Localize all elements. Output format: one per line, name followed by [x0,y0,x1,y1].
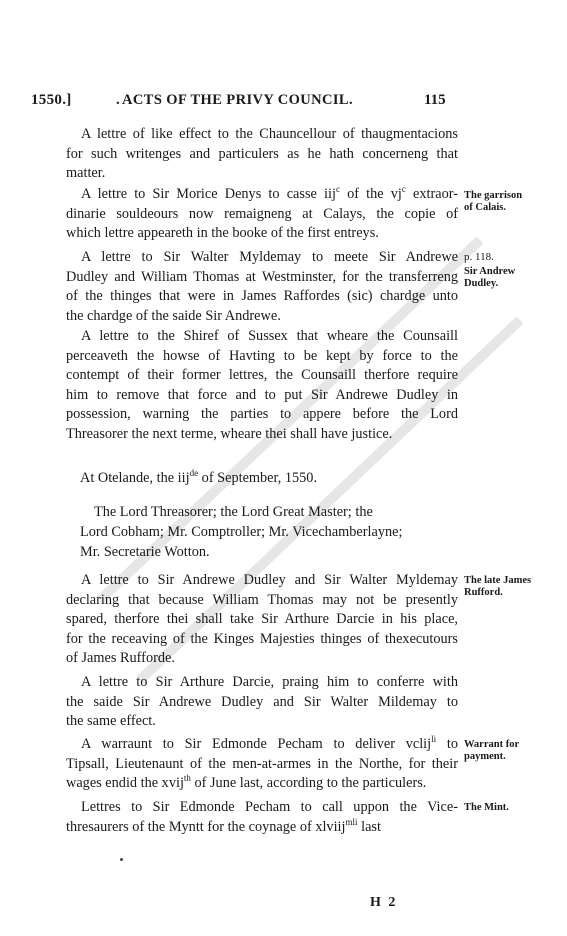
margin-note-warrant: Warrant for payment. [464,739,520,762]
printer-mark [120,858,123,861]
text-line: A lettre to Sir Arthure Darcie, praing him to conferre with [81,674,458,690]
page-number: 115 [424,92,446,108]
margin-note-mint: The Mint. [464,802,509,813]
paragraph-andrewe-dudley [66,571,458,669]
text-line: contempt of their former lettres, the Counsaill therfore require [66,367,458,383]
margin-note-dudley: Sir Andrew Dudley. [464,266,516,289]
paragraph-chauncellour [66,125,458,184]
text-line: thresaurers of the Myntt for the coynage of xlviij$^{mli}$ last [66,816,381,835]
paragraph-walter-myldemay [66,248,458,326]
text-line: dinarie souldeours now remaigneng at Calays, the copie of [66,205,458,222]
paragraph-mint [66,798,458,837]
meeting-heading: At Otelande, the iij$^{de}$ of September, 1550. [80,468,318,486]
header-dot: . [116,92,120,108]
margin-note-rufford: The late James Rufford. [464,575,532,598]
text-line: A lettre of like effect to the Chauncellour of thaugmentacions [81,126,458,142]
text-line: Threasorer the next terme, wheare thei shall have justice. [66,425,393,442]
attendees-line: Mr. Secretarie Wotton. [80,544,210,560]
text-line: A lettre to Sir Morice Denys to casse iij$^c$ of the $vj^c$ extraor- [81,184,458,202]
text-line: of the thinges that were in James Raffordes (sic) chardge unto [66,288,458,304]
text-line: perceaveth the howse of Havting to be kept by force to the [66,347,458,364]
paragraph-arthure-darcie [66,673,458,732]
text-line: A warraunt to Sir Edmonde Pecham to deliver vclij$^{li}$ to [81,734,458,752]
text-line: spared, therfore thei shall take Sir Arthure Darcie in his place, [66,611,458,627]
text-line: the chardge of the saide Sir Andrewe. [66,307,281,324]
page-year: 1550.] [31,92,72,108]
text-line: A lettre to the Shiref of Sussex that wheare the Counsaill [81,328,458,344]
text-line: him to remove that force and to put Sir Andrewe Dudley in [66,386,458,403]
text-line: the saide Sir Andrewe Dudley and Sir Walter Mildemay to [66,693,458,710]
text-line: of James Rufforde. [66,650,175,666]
text-line: for the receaving of the Kinges Majesties thinges of thexecutours [66,630,458,647]
text-line: A lettre to Sir Walter Myldemay to meete Sir Andrewe [81,249,458,265]
text-line: Tipsall, Lieutenaunt of the men-at-armes in the Northe, for their [66,755,458,772]
margin-page-ref: p. 118. [464,251,494,263]
paragraph-shiref-sussex [66,327,458,444]
text-line: the same effect. [66,713,156,729]
text-line: matter. [66,165,106,181]
margin-note-garrison: The garrison of Calais. [464,190,523,213]
text-line: possession, warning the parties to appere before the Lord [66,406,458,422]
attendees-line: The Lord Threasorer; the Lord Great Master; the [94,504,373,520]
text-line: which lettre appeareth in the booke of the first entreys. [66,225,379,241]
text-line: wages endid the xvij$^{th}$ of June last, according to the particulers. [66,773,427,791]
text-line: Dudley and William Thomas at Westminster, for the transferreng [66,268,458,285]
signature-mark: H 2 [370,895,398,910]
attendees-line: Lord Cobham; Mr. Comptroller; Mr. Vicechamberlayne; [80,524,403,540]
attendees-list [80,502,460,562]
text-line: declaring that because William Thomas may not be presently [66,591,458,608]
text-line: A lettre to Sir Andrewe Dudley and Sir Walter Myldemay [81,572,458,588]
page-title: ACTS OF THE PRIVY COUNCIL. [122,92,354,108]
paragraph-morice-denys [66,185,458,244]
text-line: for such writenges and particulers as he hath concerneng that [66,145,458,162]
paragraph-warraunt [66,735,458,794]
text-line: Lettres to Sir Edmonde Pecham to call uppon the Vice- [81,799,458,815]
